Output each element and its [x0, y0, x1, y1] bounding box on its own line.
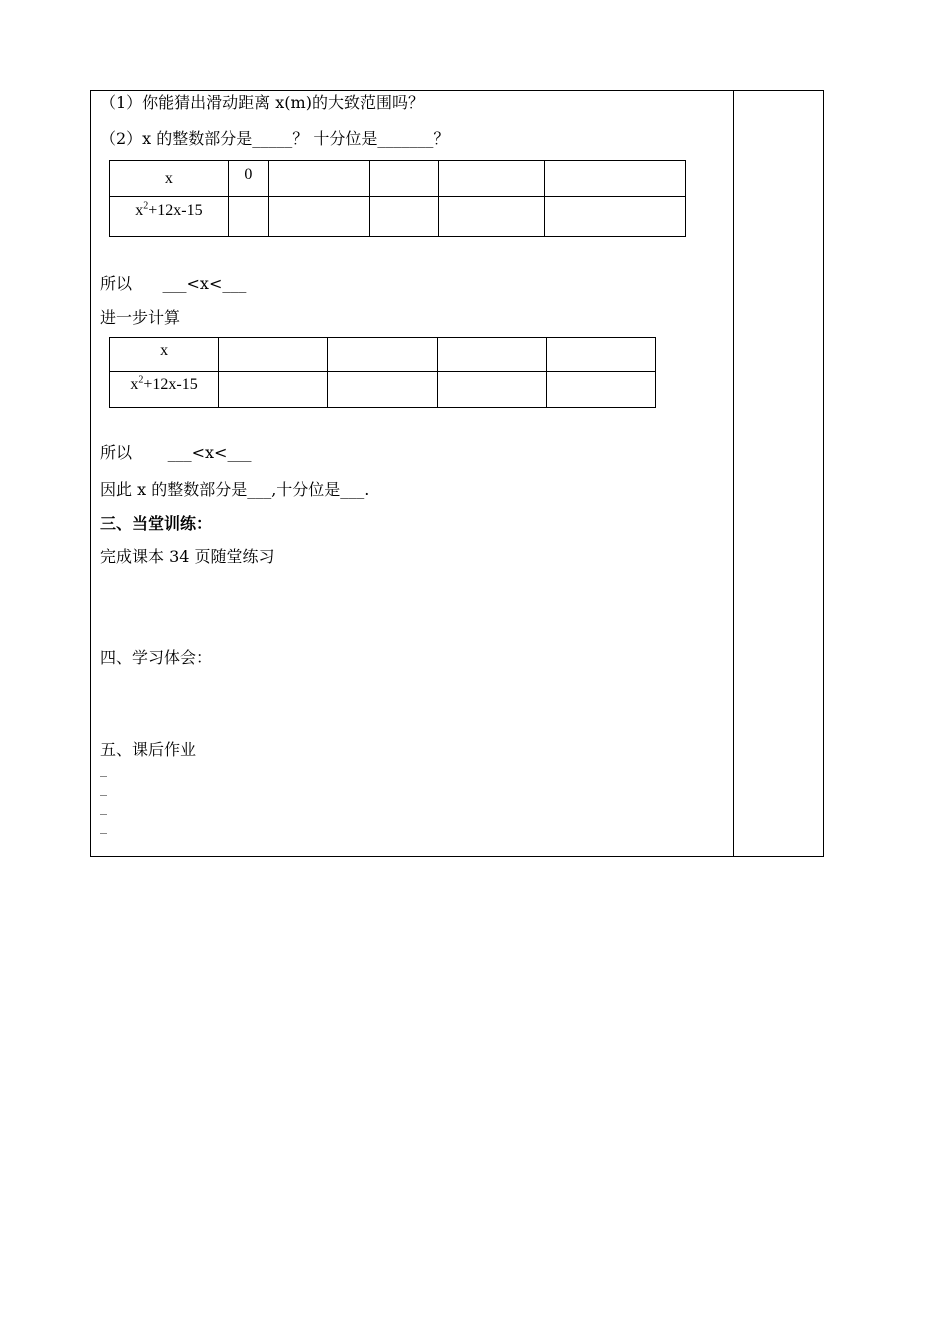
table-2-row-x [110, 338, 656, 372]
table-2-cell [328, 338, 437, 372]
question-1: （1）你能猜出滑动距离 x(m)的大致范围吗？ [100, 93, 424, 112]
so-range-2: 所以 ___<x<___ [100, 443, 252, 462]
table-1-cell [545, 161, 686, 197]
table-2-cell [437, 338, 546, 372]
question-2: （2）x 的整数部分是_____？ 十分位是_______？ [100, 129, 450, 148]
blank-line-mark [100, 795, 107, 796]
further-calc: 进一步计算 [100, 308, 181, 327]
table-1-row-x [110, 161, 686, 197]
table-1-row-expr [110, 197, 686, 237]
table-1-cell-x-0: 0 [228, 161, 268, 197]
blank-line-mark [100, 833, 107, 834]
section-4-heading: 四、学习体会： [100, 648, 213, 667]
table-1-cell [369, 161, 439, 197]
section-5-heading: 五、课后作业 [100, 740, 197, 759]
section-3-heading: 三、当堂训练： [100, 514, 213, 533]
table-2-cell-expr-label: $x^2+12x-15$ [110, 372, 219, 408]
so-range-1: 所以 ___<x<___ [100, 274, 247, 293]
table-2-cell [437, 372, 546, 408]
table-2-row-expr [110, 372, 656, 408]
blank-line-mark [100, 814, 107, 815]
table-1-cell [268, 161, 369, 197]
table-1-cell [545, 197, 686, 237]
table-1 [109, 160, 686, 237]
table-2-cell [219, 372, 328, 408]
table-1-cell [228, 197, 268, 237]
table-2-cell-x-label: x [110, 338, 219, 372]
table-1-cell-expr-label: $x^2+12x-15$ [110, 197, 229, 237]
table-1-cell [369, 197, 439, 237]
table-1-cell [439, 197, 545, 237]
table-2-cell [546, 338, 655, 372]
column-divider [733, 90, 734, 857]
table-2-cell [219, 338, 328, 372]
table-2 [109, 337, 656, 408]
table-2-cell [546, 372, 655, 408]
table-2-cell [328, 372, 437, 408]
table-1-cell [268, 197, 369, 237]
blank-line-mark [100, 776, 107, 777]
table-1-cell-x-label: x [110, 161, 229, 197]
conclusion: 因此 x 的整数部分是___,十分位是___. [100, 480, 370, 499]
section-3-text: 完成课本 34 页随堂练习 [100, 547, 275, 566]
table-1-cell [439, 161, 545, 197]
